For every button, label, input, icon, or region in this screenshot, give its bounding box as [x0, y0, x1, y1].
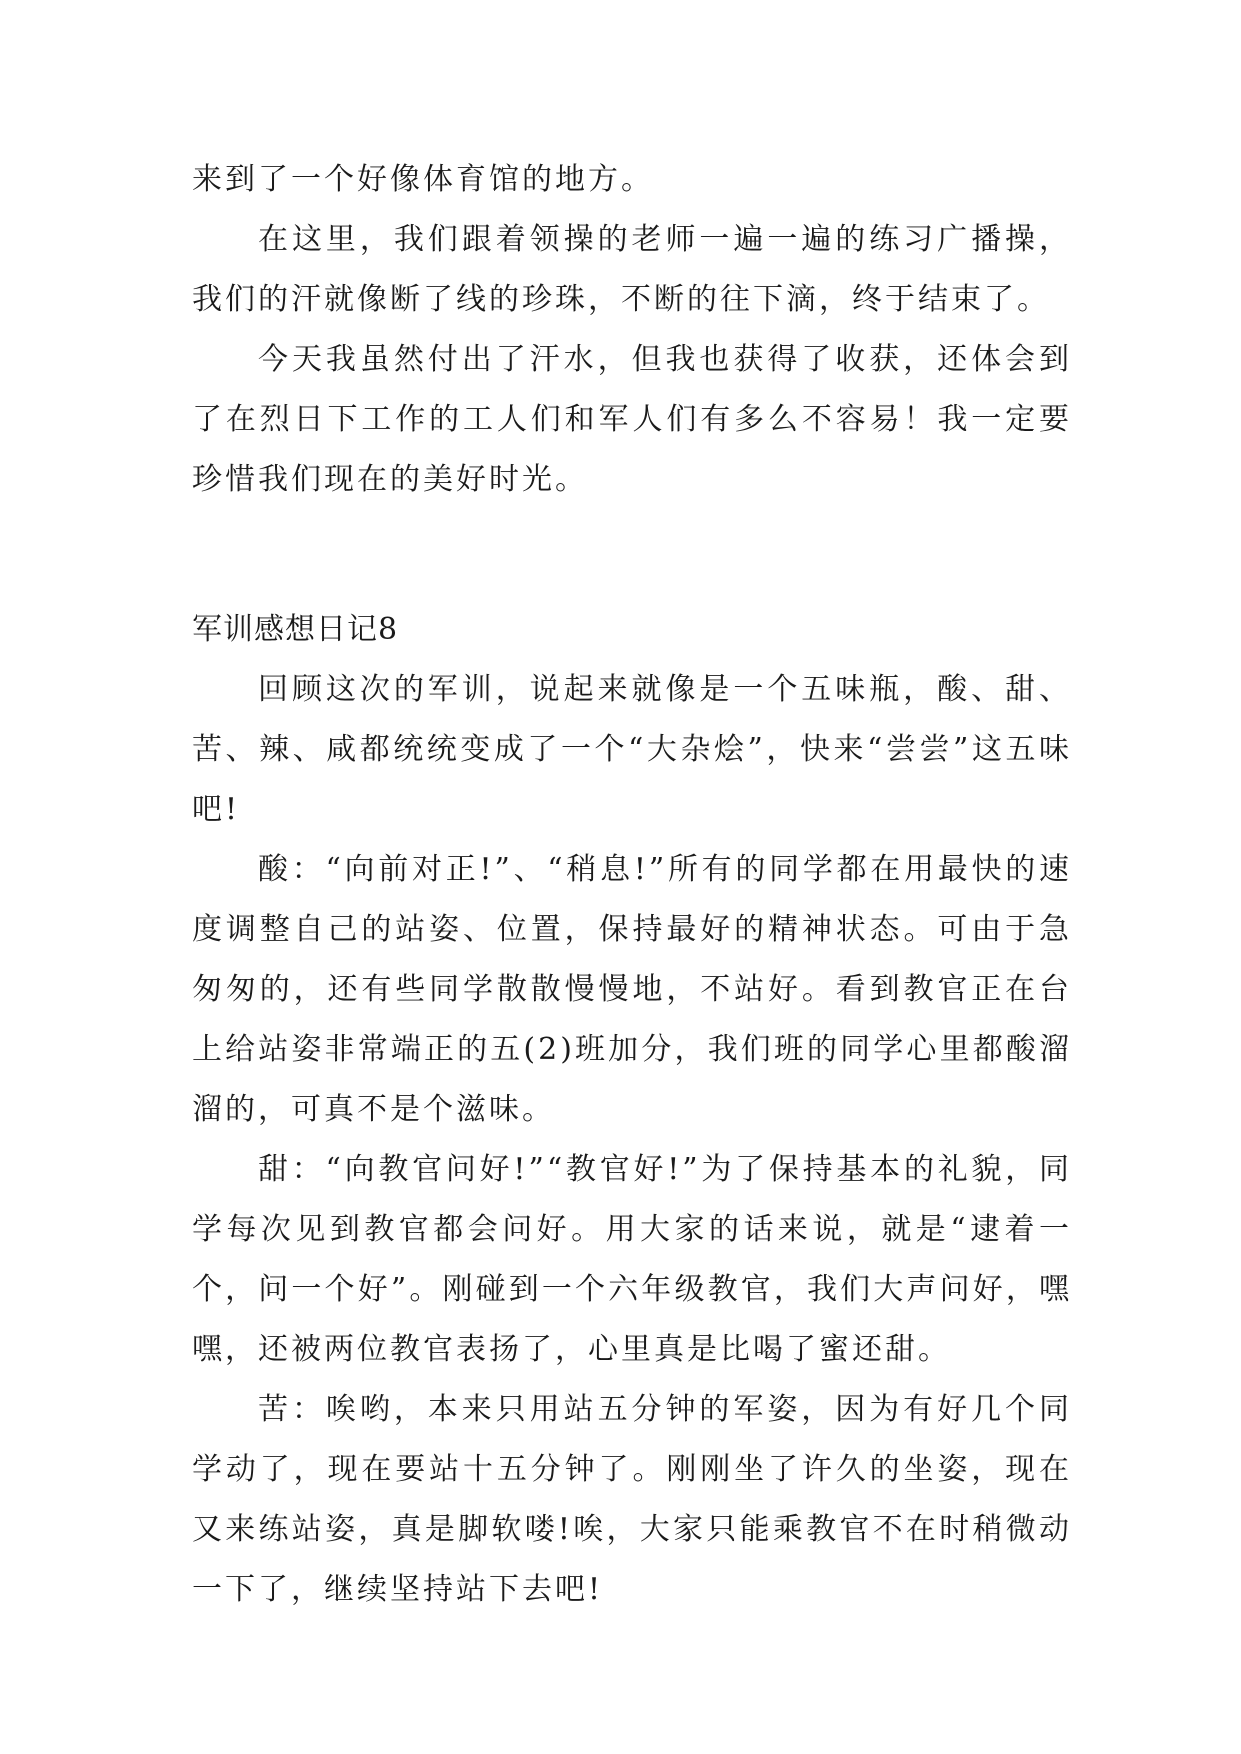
paragraph-gym-practice: 在这里，我们跟着领操的老师一遍一遍的练习广播操，我们的汗就像断了线的珍珠，不断的往下滴，终于结束了。 [192, 222, 1072, 317]
document-body [192, 150, 1072, 1620]
section-title: 军训感想日记8 [192, 612, 399, 647]
paragraph-intro-five-flavors: 回顾这次的军训，说起来就像是一个五味瓶，酸、甜、苦、辣、咸都统统变成了一个“大杂烩”，快来“尝尝”这五味吧! [192, 672, 1072, 827]
paragraph-continued: 来到了一个好像体育馆的地方。 [192, 162, 654, 197]
paragraph-sweet: 甜：“向教官问好!”“教官好!”为了保持基本的礼貌，同学每次见到教官都会问好。用大家的话来说，就是“逮着一个，问一个好”。刚碰到一个六年级教官，我们大声问好，嘿嘿，还被两位教官表扬了，心里真是比喝了蜜还甜。 [192, 1152, 1072, 1367]
paragraph-bitter: 苦：唉哟，本来只用站五分钟的军姿，因为有好几个同学动了，现在要站十五分钟了。刚刚坐了许久的坐姿，现在又来练站姿，真是脚软喽!唉，大家只能乘教官不在时稍微动一下了，继续坚持站下去吧! [192, 1392, 1072, 1607]
paragraph-reflection: 今天我虽然付出了汗水，但我也获得了收获，还体会到了在烈日下工作的工人们和军人们有多么不容易！我一定要珍惜我们现在的美好时光。 [192, 342, 1072, 497]
paragraph-sour: 酸：“向前对正!”、“稍息!”所有的同学都在用最快的速度调整自己的站姿、位置，保持最好的精神状态。可由于急匆匆的，还有些同学散散慢慢地，不站好。看到教官正在台上给站姿非常端正的五(2)班加分，我们班的同学心里都酸溜溜的，可真不是个滋味。 [192, 852, 1072, 1127]
